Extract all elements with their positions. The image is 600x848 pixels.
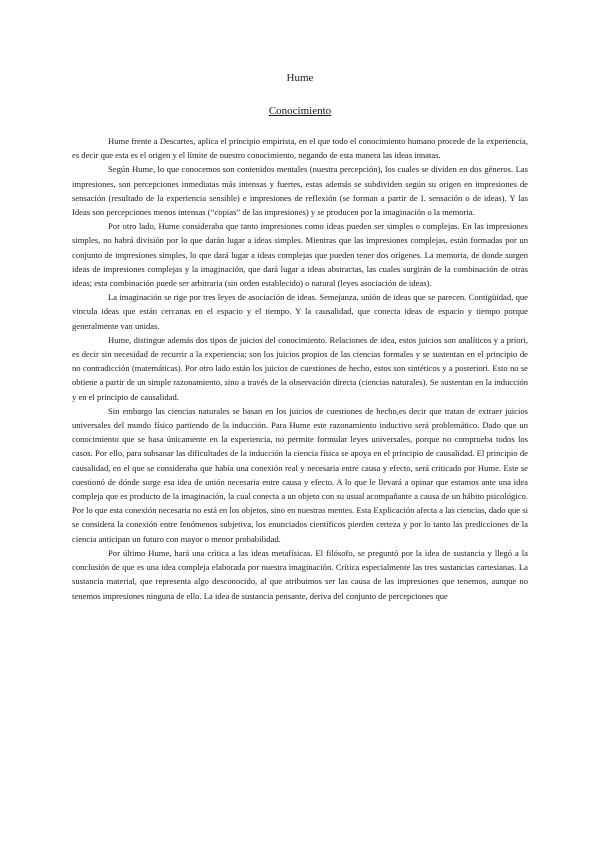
document-body [72,134,528,603]
paragraph: Por último Hume, hará una crítica a las ideas metafísicas. El filósofo, se preguntó por la idea de sustancia y llegó a la conclusión de que es una idea compleja elaborada por nuestra imaginación. Crítica especialmente las tres sustancias cartesianas. La sustancia material, que representa algo desconocido, al que atribuimos ser las causa de las impresiones que tenemos, aunque no tenemos impresiones ninguna de ello. La idea de sustancia pensante, deriva del conjunto de percepciones que [72,547,528,601]
paragraph: Hume, distingue además dos tipos de juicios del conocimiento. Relaciones de idea, estos juicios son analíticos y a priori, es decir sin necesidad de recurrir a la experiencia; son los juicios propios de las ciencias formales y se sustentan en el principio de no contradicción (matemáticas). Por otro lado están los juicios de cuestiones de hecho, estos son sintéticos y a posteriori. Esto no se obtiene a partir de un simple razonamiento, sino a través de la observación directa (ciencias naturales). Se sustentan en la inducción y en el principio de causalidad. [72,334,528,402]
paragraph: La imaginación se rige por tres leyes de asociación de ideas. Semejanza, unión de ideas que se parecen. Contigüidad, que vincula ideas que están cercanas en el espacio y el tiempo. Y la causalidad, que conecta ideas de espacio y tiempo porque generalmente van unidas. [72,292,528,331]
paragraph: Por otro lado, Hume consideraba que tanto impresiones como ideas pueden ser simples o complejas. En las impresiones simples, no habrá división por lo que darán lugar a ideas simples. Mientras que las impresiones complejas, están formadas por un conjunto de impresiones simples, lo que dará lugar a ideas complejas que pueden tener dos orígenes. La memoria, de donde surgen ideas de impresiones complejas y la imaginación, que dará lugar a ideas abstractas, las cuales surgirán de la combinación de otras ideas; esta combinación puede ser arbitraria (sin orden establecido) o natural (leyes asociación de ideas). [72,221,528,289]
paragraph: Según Hume, lo que conocemos son contenidos mentales (nuestra percepción), los cuales se dividen en dos géneros. Las impresiones, son percepciones inmediatas más intensas y fuertes, estas además se subdividen según su origen en impresiones de sensación (resultado de la experiencia sensible) e impresiones de reflexión (se forman a partir de I. sensación o de ideas). Y las Ideas son percepciones menos intensas (“copias” de las impresiones) y se producen por la imaginación o la memoria. [72,164,528,218]
paragraph: Sin embargo las ciencias naturales se basan en los juicios de cuestiones de hecho,es decir que tratan de extraer juicios universales del mundo físico partiendo de la inducción. Para Hume este razonamiento inductivo será problemático. Dado que un conocimiento que se basa únicamente en la experiencia, no permite formular leyes universales, porque no comprueba todos los casos. Por ello, para subsanar las dificultades de la inducción la ciencia física se apoya en el principio de causalidad. El principio de causalidad, en el que se consideraba que había una conexión real y necesaria entre causa y efecto, será criticado por Hume. Este se cuestionó de dónde surge esa idea de unión necesaria entre causa y efecto. A lo que le llevará a opinar que estamos ante una idea compleja que es producto de la imaginación, la cual conecta a un objeto con su usual acompañante a causa de un hábito psicológico. Por lo que esta conexión necesaria no está en los objetos, sino en nuestras mentes. Esta Explicación afecta a las ciencias, dado que si se considera la conexión entre fenómenos subjetiva, los enunciados científicos pierden certeza y por lo tanto las predicciones de la ciencia anticipan un futuro con mayor o menor probabilidad. [72,405,528,544]
document-title: Hume [286,72,314,84]
paragraph: Hume frente a Descartes, aplica el principio empirista, en el que todo el conocimiento humano procede de la experiencia, es decir que esta es el origen y el límite de nuestro conocimiento, negando de esta manera las ideas innatas. [72,136,528,161]
section-heading: Conocimiento [268,105,332,117]
